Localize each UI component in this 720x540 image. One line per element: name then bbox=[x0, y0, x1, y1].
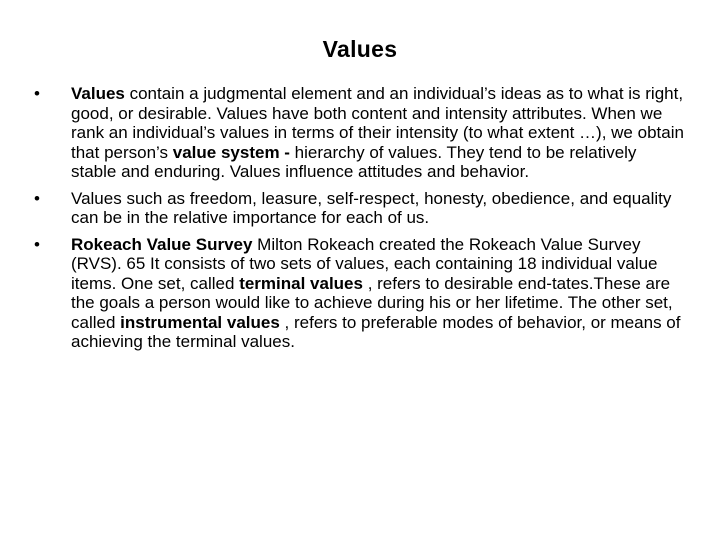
term-values: Values bbox=[71, 84, 125, 103]
bullet-values-examples bbox=[34, 189, 686, 228]
term-instrumental-values: instrumental values bbox=[120, 312, 280, 332]
text-value-system-description: hierarchy of values. They tend to be relatively stable and enduring. Values influence attitudes and behavior. bbox=[71, 142, 637, 181]
text-values-description: contain a judgmental element and an individual’s ideas as to what is right, good, or desirable. Values have both content and intensity attributes. When we rank an individual’s values in terms of their intensity (to what extent …), we obtain that person’s bbox=[71, 84, 684, 162]
text-rokeach-intro: Milton Rokeach created the Rokeach Value Survey (RVS). 65 It consists of two sets of values, each containing 18 individual value items. One set, called bbox=[71, 234, 658, 293]
bullet-marker: • bbox=[34, 234, 40, 254]
text-values-examples: Values such as freedom, leasure, self-respect, honesty, obedience, and equality can be in the relative importance for each of us. bbox=[71, 188, 672, 227]
text-instrumental-description: , refers to preferable modes of behavior, or means of achieving the terminal values. bbox=[71, 312, 681, 351]
bullet-marker: • bbox=[34, 188, 40, 208]
term-value-system: value system - bbox=[172, 142, 290, 162]
bullet-list bbox=[34, 84, 686, 359]
term-rokeach-value-survey: Rokeach Value Survey bbox=[71, 234, 253, 254]
term-terminal-values: terminal values bbox=[239, 273, 363, 293]
bullet-values-definition bbox=[34, 84, 686, 182]
bullet-marker: • bbox=[34, 84, 40, 103]
text-terminal-description: , refers to desirable end-tates.These are the goals a person would like to achieve during his or her lifetime. The other set, called bbox=[71, 273, 673, 332]
slide-title: Values bbox=[322, 36, 398, 62]
bullet-rokeach-survey bbox=[34, 235, 686, 352]
